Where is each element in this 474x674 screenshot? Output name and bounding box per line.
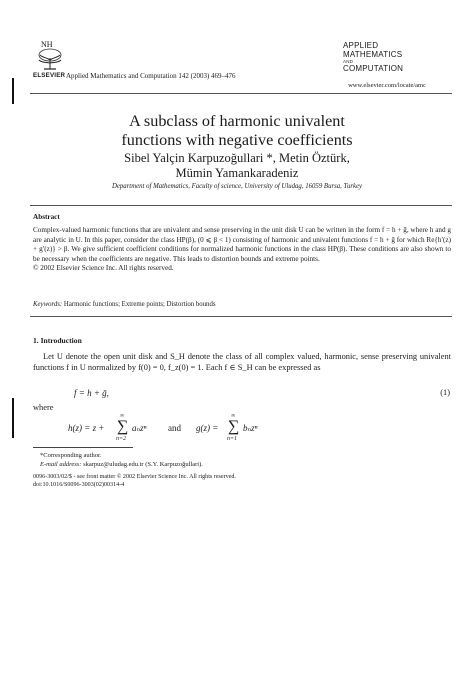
keywords-label: Keywords: (33, 301, 63, 308)
footnote-rule (33, 447, 133, 448)
eq2-sum1-symbol: ∑ (117, 418, 129, 435)
authors-line-1: Sibel Yalçin Karpuzoğullari *, Metin Öztürk, (124, 151, 350, 165)
equation-1-number: (1) (440, 388, 450, 397)
equation-2 (68, 413, 388, 443)
journal-logo-line4: COMPUTATION (343, 64, 404, 73)
footnote-corresponding: *Corresponding author. (40, 452, 102, 459)
authors-line-2: Mümin Yamankaradeniz (175, 166, 299, 180)
abstract-text: Complex-valued harmonic functions that are univalent and sense preserving in the unit disk U can be written in the form f = h + ḡ, where h and g are analytic in U. In this paper, consider the class HP(β), (0 ⩽ β < 1) consisting of harmonic and univalent functions f = h + ḡ for which Re{h′(z) + g′(z)} > β. We give sufficient coefficient conditions for normalized harmonic functions in the class HP(β). These conditions are also shown to be necessary when the coefficients are negative. This leads to distortion bounds and extreme points. (33, 226, 451, 263)
footnote-email (40, 461, 203, 468)
eq2-sum1-top: ∞ (120, 413, 125, 419)
journal-logo (343, 41, 403, 73)
nh-logo-text: NH (41, 40, 53, 49)
abstract-top-rule (30, 205, 452, 206)
journal-reference: Applied Mathematics and Computation 142 (2003) 469–476 (66, 72, 236, 80)
header-rule (30, 93, 452, 94)
eq2-g-lhs: g(z) = (196, 423, 219, 433)
journal-logo-line2: MATHEMATICS (343, 50, 403, 59)
paper-title (0, 112, 474, 150)
eq2-h-term: aₙzⁿ (132, 423, 147, 433)
issn-line: 0096-3003/02/$ - see front matter © 2002 Elsevier Science Inc. All rights reserved. (33, 474, 236, 480)
abstract-bottom-rule (30, 316, 452, 317)
title-line-2: functions with negative coefficients (121, 131, 353, 149)
abstract-body (33, 226, 451, 274)
abstract-copyright: © 2002 Elsevier Science Inc. All rights reserved. (33, 264, 174, 273)
where-label: where (33, 403, 54, 412)
keywords (33, 301, 216, 308)
authors (0, 151, 474, 181)
affiliation: Department of Mathematics, Faculty of science, University of Uludag, 16059 Bursa, Turkey (111, 183, 363, 190)
elsevier-tree-logo (36, 38, 64, 70)
eq2-and: and (168, 423, 181, 433)
intro-paragraph: Let U denote the open unit disk and S_H denote the class of all complex valued, harmonic, sense preserving univalent functions f in U normalized by f(0) = 0, f_z(0) = 1. Each f ∈ S_H can be expressed as (33, 352, 451, 372)
eq2-sum1-bottom: n=2 (116, 436, 127, 442)
eq2-h-lhs: h(z) = z + (68, 423, 105, 433)
abstract-heading: Abstract (33, 213, 60, 221)
equation-1: f = h + ḡ, (74, 388, 109, 398)
journal-url: www.elsevier.com/locate/amc (348, 82, 426, 89)
email-label: E-mail address: (40, 461, 82, 468)
email-address: skarpuz@uludag.edu.tr (S.Y. Karpuzoğullari). (83, 461, 203, 468)
scan-mark-top (12, 78, 14, 104)
doi-line: doi:10.1016/S0096-3003(02)00314-4 (33, 482, 125, 488)
scan-mark-middle (12, 398, 14, 438)
journal-logo-line1: APPLIED (343, 41, 379, 50)
publisher-name: ELSEVIER (33, 72, 66, 79)
keywords-list: Harmonic functions; Extreme points; Distortion bounds (63, 301, 216, 308)
eq2-sum2-top: ∞ (231, 413, 236, 419)
eq2-g-term: bₙzⁿ (243, 423, 258, 433)
section-heading-introduction: 1. Introduction (33, 336, 82, 345)
title-line-1: A subclass of harmonic univalent (129, 112, 345, 130)
eq2-sum2-symbol: ∑ (228, 418, 240, 435)
journal-logo-line3: AND (343, 59, 354, 64)
eq2-sum2-bottom: n=1 (227, 436, 238, 442)
